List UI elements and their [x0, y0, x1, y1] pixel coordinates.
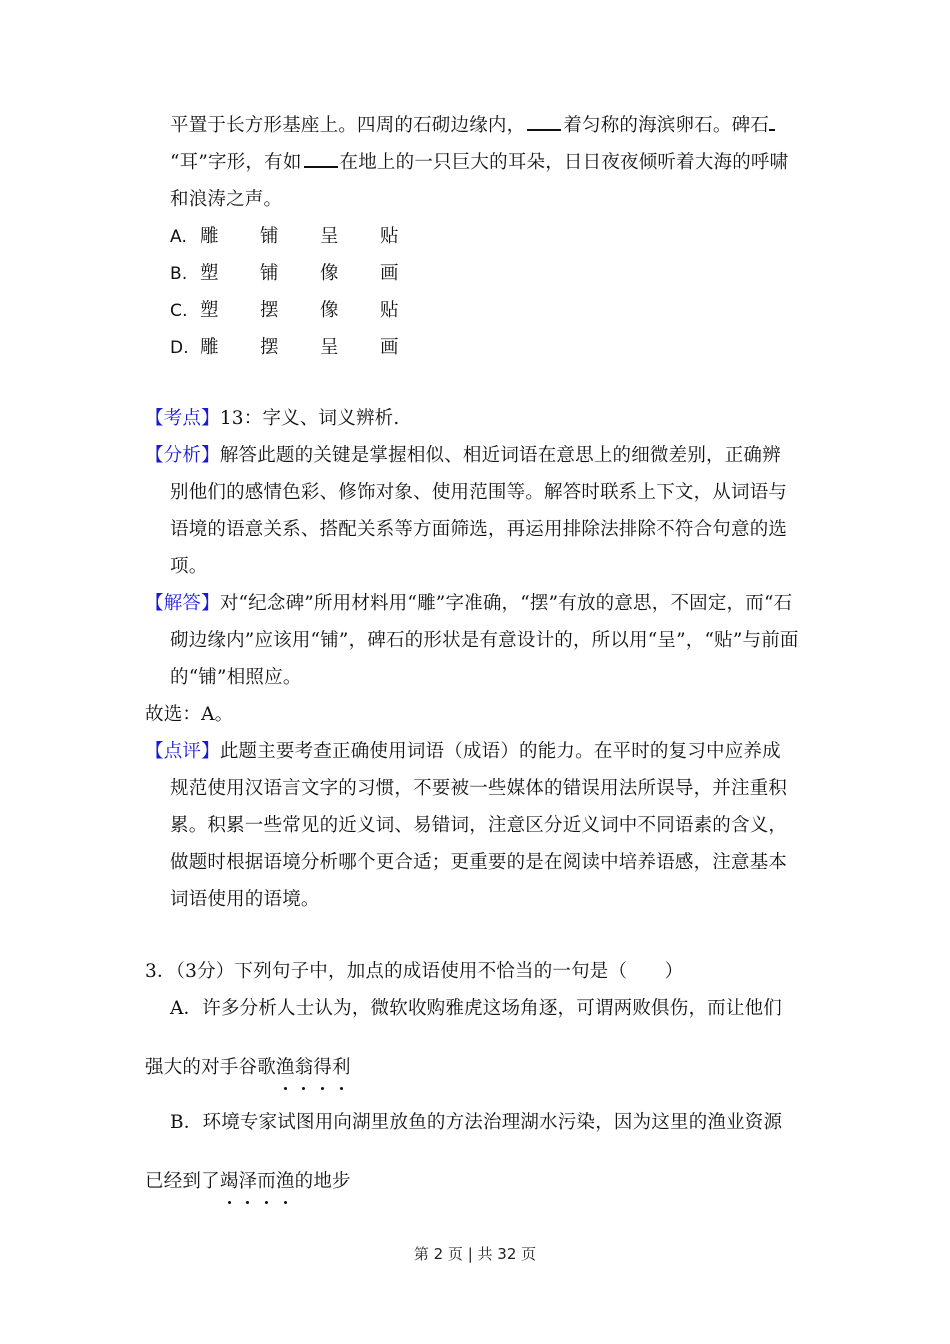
- q2-option-d: [170, 335, 440, 361]
- solution-dianping-line-2: 规范使用汉语言文字的习惯，不要被一些媒体的错误用法所误导，并注重积: [170, 778, 788, 799]
- solution-kaodian: [145, 406, 399, 432]
- option-word: 画: [380, 263, 399, 284]
- option-letter: B.: [170, 264, 188, 284]
- q2-passage-line-1: [170, 113, 775, 139]
- jieda-tag: 【解答】: [145, 593, 220, 614]
- q2-passage-line-3: 和浪涛之声。: [170, 189, 283, 210]
- q3-option-b-line-1: B．环境专家试图用向湖里放鱼的方法治理湖水污染，因为这里的渔业资源: [170, 1112, 783, 1133]
- fill-blank-mark: [769, 113, 775, 131]
- text-span: 着匀称的海滨卵石。碑石: [563, 115, 770, 136]
- emphasized-char: 得: [313, 1055, 332, 1081]
- solution-dianping-line-4: 做题时根据语境分析哪个更合适；更重要的是在阅读中培养语感，注意基本: [170, 852, 788, 873]
- solution-fenxi-line-4: 项。: [170, 556, 208, 577]
- option-word: 贴: [380, 226, 399, 247]
- option-word: 摆: [260, 337, 279, 358]
- option-word: 呈: [320, 337, 339, 358]
- kaodian-tag: 【考点】: [145, 408, 220, 429]
- q2-option-b: [170, 261, 440, 287]
- emphasized-char: 而: [257, 1169, 276, 1195]
- emphasized-char: 利: [332, 1055, 351, 1081]
- option-word: 雕: [200, 337, 219, 358]
- fill-blank-2: [527, 113, 561, 131]
- emphasized-char: 竭: [220, 1169, 239, 1195]
- option-word: 贴: [380, 300, 399, 321]
- option-letter: A.: [170, 227, 188, 247]
- solution-fenxi-line-3: 语境的语意关系、搭配关系等方面筛选，再运用排除法排除不符合句意的选: [170, 519, 788, 540]
- solution-jieda-line-3: 的“铺”相照应。: [170, 667, 302, 688]
- option-word: 铺: [260, 226, 279, 247]
- q3-stem: 3．（3分）下列句子中，加点的成语使用不恰当的一句是（ ）: [145, 961, 684, 982]
- q2-passage-line-2: [170, 150, 788, 176]
- text-span: 平置于长方形基座上。四周的石砌边缘内，: [170, 115, 526, 136]
- text-span: 强大的对手谷歌: [145, 1057, 276, 1078]
- solution-dianping-line-3: 累。积累一些常见的近义词、易错词，注意区分近义词中不同语素的含义，: [170, 815, 788, 836]
- emphasized-char: 翁: [295, 1055, 314, 1081]
- option-word: 像: [320, 300, 339, 321]
- option-word: 摆: [260, 300, 279, 321]
- text-span: 已经到了: [145, 1171, 220, 1192]
- emphasized-char: 渔: [276, 1055, 295, 1081]
- option-word: 画: [380, 337, 399, 358]
- q3-option-b-line-2: [145, 1169, 351, 1195]
- solution-jieda-line-2: 砌边缘内”应该用“铺”，碑石的形状是有意设计的，所以用“呈”，“贴”与前面: [170, 630, 799, 651]
- option-word: 呈: [320, 226, 339, 247]
- option-letter: D.: [170, 338, 189, 358]
- emphasized-char: 泽: [239, 1169, 258, 1195]
- text-span: 的地步: [294, 1171, 351, 1192]
- q3-option-a-line-2: [145, 1055, 351, 1081]
- q2-option-a: [170, 224, 440, 250]
- option-word: 铺: [260, 263, 279, 284]
- dianping-text: 此题主要考查正确使用词语（成语）的能力。在平时的复习中应养成: [219, 741, 781, 762]
- dianping-tag: 【点评】: [145, 741, 220, 762]
- solution-jieda-line-1: [145, 591, 792, 617]
- text-span: “耳”字形，有如: [170, 152, 302, 173]
- option-word: 雕: [200, 226, 219, 247]
- option-word: 像: [320, 263, 339, 284]
- solution-fenxi-line-1: [145, 443, 781, 469]
- solution-dianping-line-5: 词语使用的语境。: [170, 889, 320, 910]
- option-word: 塑: [200, 300, 219, 321]
- emphasized-char: 渔: [276, 1169, 295, 1195]
- fill-blank-4: [304, 150, 338, 168]
- fenxi-text: 解答此题的关键是掌握相似、相近词语在意思上的细微差别，正确辨: [219, 445, 781, 466]
- q3-option-a-line-1: A．许多分析人士认为，微软收购雅虎这场角逐，可谓两败俱伤，而让他们: [170, 998, 782, 1019]
- fenxi-tag: 【分析】: [145, 445, 220, 466]
- solution-answer: 故选：A。: [145, 704, 234, 725]
- option-letter: C.: [170, 301, 188, 321]
- page-number-footer: 第 2 页 | 共 32 页: [413, 1245, 537, 1263]
- solution-fenxi-line-2: 别他们的感情色彩、修饰对象、使用范围等。解答时联系上下文，从词语与: [170, 482, 788, 503]
- q2-option-c: [170, 298, 440, 324]
- solution-dianping-line-1: [145, 739, 781, 765]
- text-span: 在地上的一只巨大的耳朵，日日夜夜倾听着大海的呼啸: [339, 152, 789, 173]
- kaodian-text: 13：字义、词义辨析.: [219, 408, 400, 429]
- option-word: 塑: [200, 263, 219, 284]
- jieda-text: 对“纪念碑”所用材料用“雕”字准确，“摆”有放的意思，不固定，而“石: [219, 593, 793, 614]
